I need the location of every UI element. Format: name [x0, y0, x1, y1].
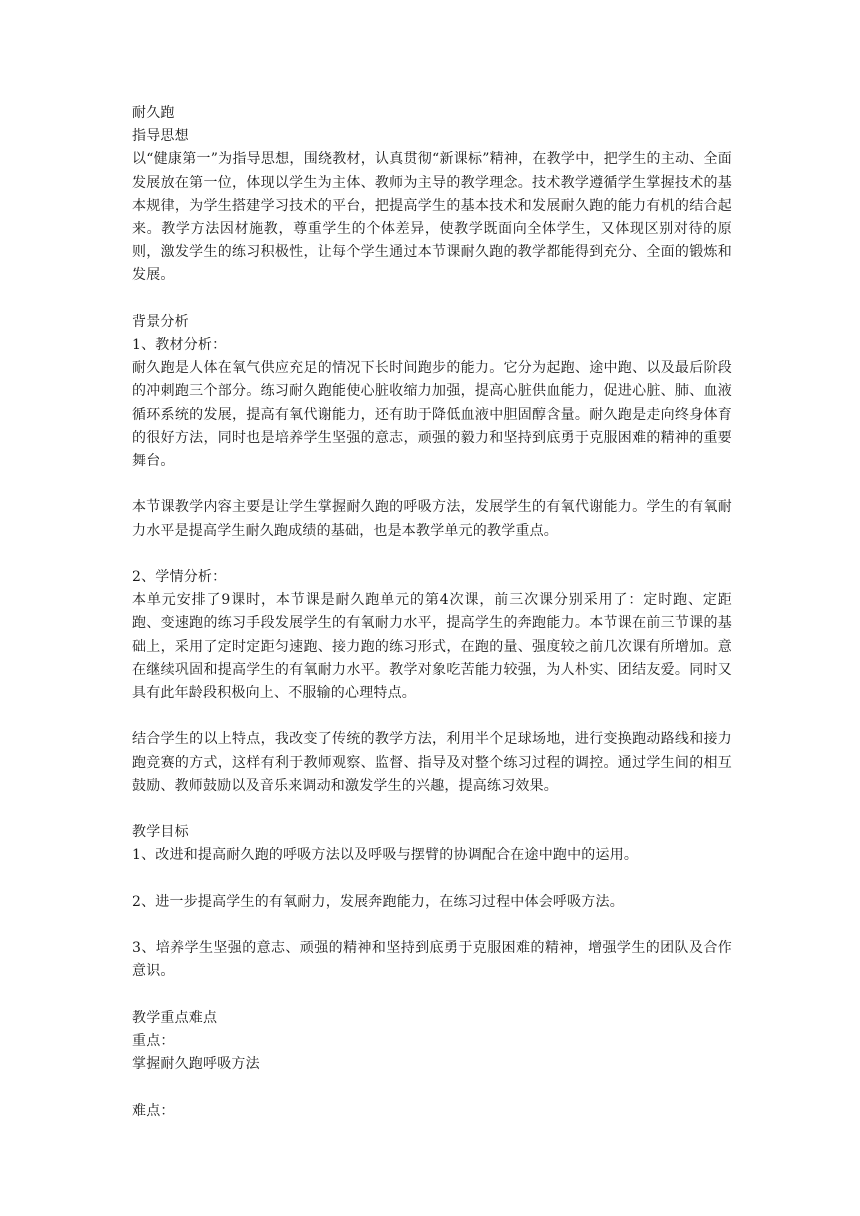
guiding-heading: 指导思想 [132, 128, 189, 145]
spacer [132, 288, 732, 311]
keypoints-heading: 教学重点难点 [132, 1009, 218, 1026]
spacer [132, 473, 732, 496]
goal-item: 1、改进和提高耐久跑的呼吸方法以及呼吸与摆臂的协调配合在途中跑中的运用。 [132, 847, 639, 864]
spacer [132, 798, 732, 821]
key-text: 掌握耐久跑呼吸方法 [132, 1056, 260, 1073]
method-paragraph: 结合学生的以上特点，我改变了传统的教学方法，利用半个足球场地，进行变换跑动路线和接力跑竞赛的方式，这样有利于教师观察、监督、指导及对整个练习过程的调控。通过学生间的相互鼓励、教师鼓励以及音乐来调动和激发学生的兴趣，提高练习效果。 [132, 731, 732, 794]
spacer [132, 543, 732, 566]
spacer [132, 705, 732, 728]
material-paragraph: 耐久跑是人体在氧气供应充足的情况下长时间跑步的能力。它分为起跑、途中跑、以及最后阶段的冲刺跑三个部分。练习耐久跑能使心脏收缩力加强，提高心脏供血能力，促进心脏、肺、血液循环系统的发展，提高有氧代谢能力，还有助于降低血液中胆固醇含量。耐久跑是走向终身体育的很好方法，同时也是培养学生坚强的意志，顽强的毅力和坚持到底勇于克服困难的精神的重要舞台。 [132, 360, 732, 470]
document-page [132, 102, 732, 1123]
spacer [132, 984, 732, 1007]
document-title: 耐久跑 [132, 105, 175, 121]
content-paragraph: 本节课教学内容主要是让学生掌握耐久跑的呼吸方法，发展学生的有氧代谢能力。学生的有氧耐力水平是提高学生耐久跑成绩的基础，也是本教学单元的教学重点。 [132, 499, 732, 539]
goal-item: 3、培养学生坚强的意志、顽强的精神和坚持到底勇于克服困难的精神，增强学生的团队及合作意识。 [132, 940, 732, 980]
goal-item: 2、进一步提高学生的有氧耐力，发展奔跑能力，在练习过程中体会呼吸方法。 [132, 893, 624, 910]
goals-heading: 教学目标 [132, 824, 189, 841]
spacer [132, 1076, 732, 1099]
student-paragraph: 本单元安排了9课时，本节课是耐久跑单元的第4次课，前三次课分别采用了：定时跑、定距跑、变速跑的练习手段发展学生的有氧耐力水平，提高学生的奔跑能力。本节课在前三节课的基础上，采用了定时定距匀速跑、接力跑的练习形式，在跑的量、强度较之前几次课有所增加。意在继续巩固和提高学生的有氧耐力水平。教学对象吃苦能力较强，为人朴实、团结友爱。同时又具有此年龄段积极向上、不服输的心理特点。 [132, 592, 732, 702]
spacer [132, 868, 732, 891]
background-heading: 背景分析 [132, 313, 189, 330]
spacer [132, 914, 732, 937]
key-label: 重点： [132, 1033, 175, 1049]
guiding-paragraph: 以“健康第一”为指导思想，围绕教材，认真贯彻“新课标”精神，在教学中，把学生的主动、全面发展放在第一位，体现以学生为主体、教师为主导的教学理念。技术教学遵循学生掌握技术的基本规律，为学生搭建学习技术的平台，把提高学生的基本技术和发展耐久跑的能力有机的结合起来。教学方法因材施教，尊重学生的个体差异，使教学既面向全体学生，又体现区别对待的原则，激发学生的练习积极性，让每个学生通过本节课耐久跑的教学都能得到充分、全面的锻炼和发展。 [132, 151, 732, 284]
student-heading: 2、学情分析： [132, 569, 227, 586]
difficulty-label: 难点： [132, 1102, 175, 1119]
material-heading: 1、教材分析： [132, 337, 227, 354]
